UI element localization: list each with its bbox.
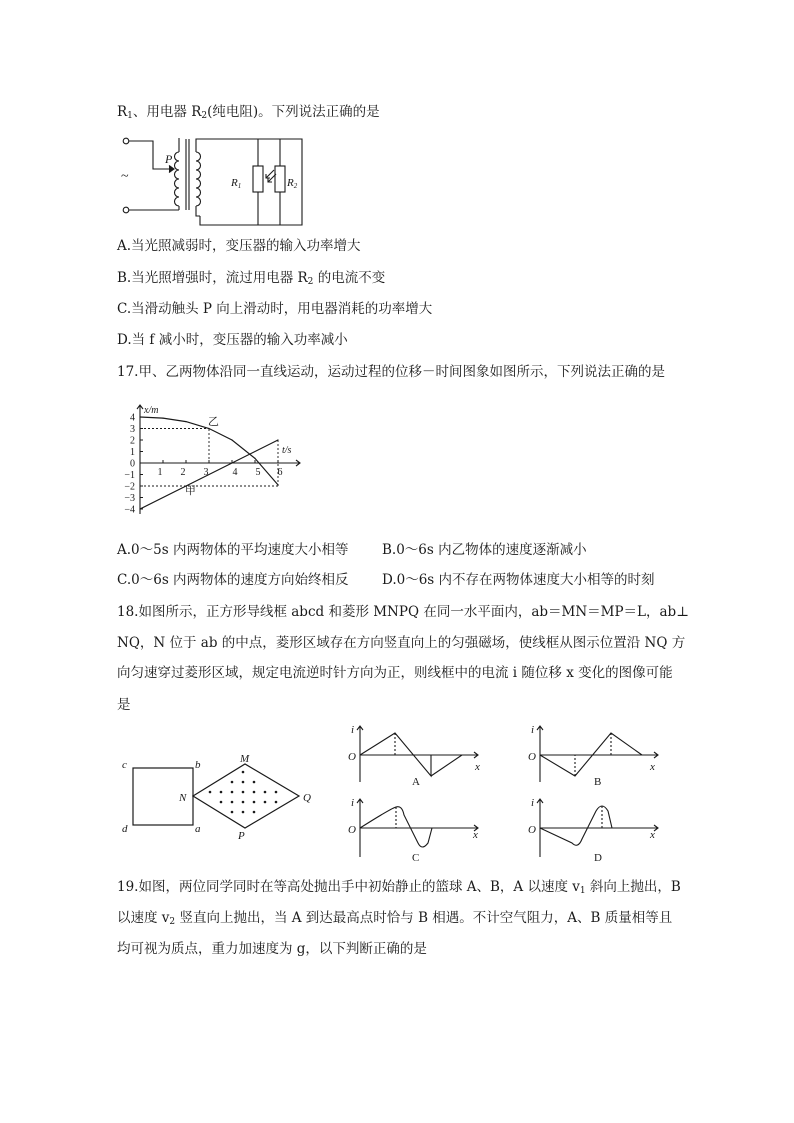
x-tick-label: 1 [157, 467, 163, 478]
series-jia-point [277, 439, 278, 440]
label-N: N [179, 792, 187, 804]
series-yi-point [185, 421, 186, 422]
field-dot [253, 791, 256, 794]
q19-line-1: 19.如图，两位同学同时在等高处抛出手中初始静止的篮球 A、B，A 以速度 $v_1$ 斜向上抛出，B [117, 879, 681, 896]
field-dot [231, 811, 234, 814]
graph-a-origin: O [348, 751, 356, 763]
r1-sub: 1 [237, 182, 242, 190]
svg-text:R1 [230, 177, 241, 190]
label-P: P [238, 830, 245, 842]
q18-line-2: NQ，N 位于 ab 的中点，菱形区域存在方向竖直向上的匀强磁场，使线框从图示位置沿 NQ 方 [117, 635, 686, 651]
q18-line-1: 18.如图所示，正方形导线框 abcd 和菱形 MNPQ 在同一水平面内，ab＝MN＝MP＝L，ab⊥ [117, 604, 689, 620]
y-tick-label: −1 [124, 470, 135, 481]
r2-sub: 2 [293, 182, 298, 190]
field-dot [264, 791, 267, 794]
field-dot [264, 801, 267, 804]
graph-c-letter: C [412, 852, 420, 864]
q17-option-a: A.0～5s 内两物体的平均速度大小相等 [117, 542, 349, 558]
label-a: a [195, 823, 201, 835]
y-tick-label: 4 [130, 412, 135, 424]
transformer-circuit [117, 130, 307, 230]
y-tick-label: −3 [124, 493, 135, 504]
series-jia-point [139, 508, 140, 509]
series-yi-point [277, 484, 278, 485]
frame-rhombus-figure [117, 752, 322, 842]
graph-d-origin: O [528, 824, 536, 836]
y-axis-label: x/m [144, 405, 159, 416]
graph-c [340, 793, 490, 863]
q16-option-b: B.当光照增强时，流过用电器 $R_2$ 的电流不变 [117, 270, 386, 287]
y-tick-label: 3 [130, 424, 135, 435]
series-yi-point [162, 418, 163, 419]
q19-line-2: 以速度 $v_2$ 竖直向上抛出，当 A 到达最高点时恰与 B 相遇。不计空气阻力，A、B 质量相等且 [117, 910, 673, 927]
graph-b-letter: B [594, 776, 602, 788]
r2-label: R [287, 177, 294, 189]
y-tick-label: 0 [130, 458, 135, 470]
x-tick-label: 3 [203, 467, 209, 478]
graph-c-axis-i: i [351, 797, 355, 809]
x-tick-label: 6 [277, 467, 283, 478]
graph-a [340, 722, 490, 788]
series-yi-point [231, 439, 232, 440]
r1-label: R [231, 177, 238, 189]
y-tick-label: −2 [124, 481, 135, 493]
series-yi-point [139, 416, 140, 417]
label-Q: Q [303, 792, 311, 804]
series-jia-label: 甲 [184, 485, 196, 498]
graph-a-axis-x: x [475, 761, 480, 773]
field-dot [231, 801, 234, 804]
x-tick-label: 4 [232, 467, 238, 478]
graph-a-letter: A [412, 776, 420, 788]
q17-option-d: D.0～6s 内不存在两物体速度大小相等的时刻 [382, 572, 655, 588]
graph-a-axis-i: i [351, 724, 355, 736]
q16-intro: $R_1$、用电器 $R_2$(纯电阻)。下列说法正确的是 [117, 104, 380, 121]
graph-b-axis-x: x [650, 761, 655, 773]
field-dot [231, 791, 234, 794]
label-d: d [122, 823, 128, 835]
series-yi-point [254, 458, 255, 459]
series-yi-label: 乙 [207, 416, 219, 429]
graph-d [520, 793, 670, 863]
field-dot [242, 811, 245, 814]
field-dot [220, 791, 223, 794]
x-tick-label: 2 [180, 467, 186, 478]
graph-b-axis-i: i [531, 724, 535, 736]
q17-option-b: B.0～6s 内乙物体的速度逐渐减小 [382, 542, 587, 558]
field-dot [242, 791, 245, 794]
q19-line-3: 均可视为质点，重力加速度为 g，以下判断正确的是 [117, 941, 427, 957]
field-dot [220, 801, 223, 804]
field-dot [209, 791, 212, 794]
q16-option-a: A.当光照减弱时，变压器的输入功率增大 [117, 238, 361, 254]
field-dot [242, 781, 245, 784]
graph-c-origin: O [348, 824, 356, 836]
y-tick-label: 1 [130, 447, 135, 458]
position-time-chart [112, 390, 312, 530]
field-dot [253, 811, 256, 814]
q16-option-c: C.当滑动触头 P 向上滑动时，用电器消耗的功率增大 [117, 301, 433, 317]
label-M: M [240, 753, 250, 765]
y-tick-label: 2 [130, 435, 135, 447]
svg-text:R2 [286, 177, 298, 190]
q16-option-d: D.当 f 减小时，变压器的输入功率减小 [117, 332, 348, 348]
field-dot [275, 801, 278, 804]
field-dot [242, 801, 245, 804]
graph-d-axis-x: x [650, 829, 655, 841]
q18-line-4: 是 [117, 697, 131, 713]
field-dot [253, 801, 256, 804]
field-dot [253, 781, 256, 784]
graph-b [520, 722, 670, 788]
graph-b-origin: O [528, 751, 536, 763]
graph-d-letter: D [594, 852, 602, 864]
label-c: c [122, 759, 127, 771]
series-yi-point [208, 428, 209, 429]
x-tick-label: 5 [255, 467, 261, 478]
y-tick-label: −4 [124, 504, 135, 516]
label-b: b [195, 759, 201, 771]
field-dot [242, 771, 245, 774]
ac-source-symbol: ~ [121, 169, 129, 184]
field-dot [275, 791, 278, 794]
field-dot [231, 781, 234, 784]
q17-stem: 17.甲、乙两物体沿同一直线运动，运动过程的位移－时间图象如图所示，下列说法正确的是 [117, 364, 665, 380]
rhombus-region [193, 764, 299, 828]
q17-option-c: C.0～6s 内两物体的速度方向始终相反 [117, 572, 349, 588]
q18-line-3: 向匀速穿过菱形区域，规定电流逆时针方向为正，则线框中的电流 i 随位移 x 变化的图像可能 [117, 665, 673, 681]
x-axis-label: t/s [282, 445, 292, 456]
slider-label: P [165, 152, 173, 166]
graph-d-axis-i: i [531, 797, 535, 809]
graph-c-axis-x: x [473, 829, 478, 841]
